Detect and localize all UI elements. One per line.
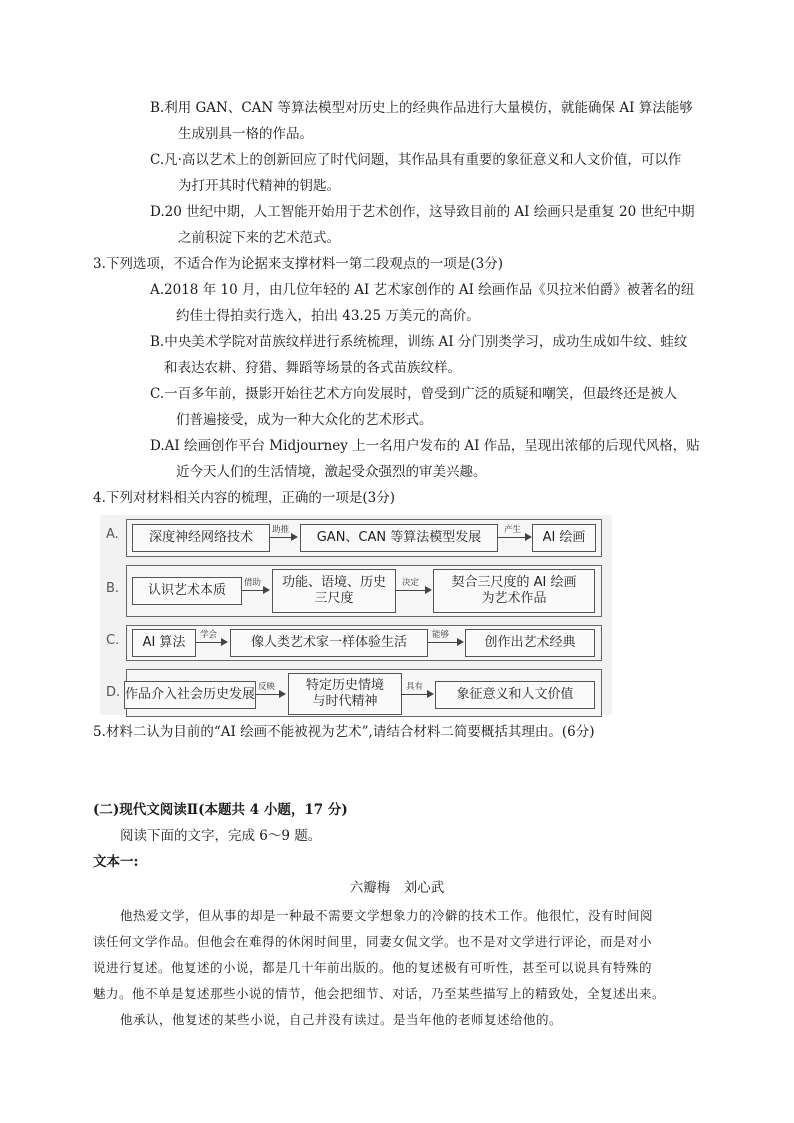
- arrow-label-b-1: 借助: [244, 578, 262, 588]
- box-c-1: AI 算法: [132, 629, 196, 657]
- box-d-1: 作品介入社会历史发展: [124, 681, 256, 709]
- arrow-b-1: [242, 590, 268, 591]
- box-d-3: 象征意义和人文价值: [435, 681, 595, 709]
- box-a-3: AI 绘画: [532, 524, 596, 552]
- q2-option-b-line2: 生成别具一格的作品。: [178, 126, 313, 142]
- text-label: 文本一:: [93, 854, 139, 870]
- box-a-2: GAN、CAN 等算法模型发展: [300, 524, 498, 552]
- arrow-a-1: [270, 537, 296, 538]
- arrow-c-2: [428, 642, 462, 643]
- option-label-b: B.: [106, 581, 120, 596]
- para1-line4: 魅力。他不单是复述那些小说的情节，他会把细节、对话，乃至某些描写上的精致处，全复述出来。: [93, 986, 666, 1001]
- arrow-label-d-1: 反映: [258, 682, 276, 692]
- q3-option-d-line2: 近今天人们的生活情境，激起受众强烈的审美兴趣。: [176, 464, 487, 480]
- q2-option-d-line2: 之前积淀下来的艺术范式。: [178, 230, 340, 246]
- arrow-label-d-2: 具有: [406, 682, 424, 692]
- option-label-d: D.: [106, 685, 121, 700]
- q3-option-c-line1: C.一百多年前，摄影开始往艺术方向发展时，曾受到广泛的质疑和嘲笑，但最终还是被人: [150, 386, 678, 402]
- arrow-label-a-1: 助推: [272, 525, 290, 535]
- q4-flow-diagram: [100, 515, 612, 715]
- arrow-label-a-2: 产生: [504, 525, 522, 535]
- q2-option-b-line1: B.利用 GAN、CAN 等算法模型对历史上的经典作品进行大量模仿，就能确保 AI 算法能够: [150, 100, 693, 116]
- arrow-label-b-2: 决定: [402, 578, 420, 588]
- para2: 他承认，他复述的某些小说，自己并没有读过。是当年他的老师复述给他的。: [120, 1012, 563, 1027]
- q3-option-b-line2: 和表达农耕、狩猎、舞蹈等场景的各式苗族纹样。: [164, 360, 461, 376]
- arrow-b-2: [396, 590, 430, 591]
- para1-line1: 他热爱文学，但从事的却是一种最不需要文学想象力的冷僻的技术工作。他很忙，没有时间阅: [120, 908, 654, 923]
- box-c-3: 创作出艺术经典: [465, 629, 595, 657]
- arrow-d-1: [256, 694, 284, 695]
- para1-line2: 读任何文学作品。但他会在难得的休闲时间里，同妻女侃文学。也不是对文学进行评论，而是对小: [93, 934, 653, 949]
- q3-option-d-line1: D.AI 绘画创作平台 Midjourney 上一名用户发布的 AI 作品，呈现出浓郁的后现代风格，贴: [150, 438, 700, 454]
- box-b-1: 认识艺术本质: [132, 577, 242, 605]
- arrow-label-c-1: 学会: [200, 630, 218, 640]
- box-a-1: 深度神经网络技术: [132, 524, 270, 552]
- q3-option-a-line2: 约佳士得拍卖行选入，拍出 43.25 万美元的高价。: [176, 308, 480, 324]
- arrow-label-c-2: 能够: [432, 630, 450, 640]
- q4-stem: 4.下列对材料相关内容的梳理，正确的一项是(3分): [93, 490, 396, 506]
- q3-option-c-line2: 们普遍接受，成为一种大众化的艺术形式。: [176, 412, 433, 428]
- box-b-2: 功能、语境、历史 三尺度: [272, 569, 396, 613]
- q5-stem: 5.材料二认为目前的“AI 绘画不能被视为艺术”,请结合材料二简要概括其理由。(6分): [93, 724, 595, 740]
- section-heading: (二)现代文阅读Ⅱ(本题共 4 小题，17 分): [93, 802, 348, 818]
- arrow-d-2: [402, 694, 432, 695]
- q3-stem: 3.下列选项，不适合作为论据来支撑材料一第二段观点的一项是(3分): [93, 256, 504, 272]
- option-label-c: C.: [106, 633, 120, 648]
- q3-option-b-line1: B.中央美术学院对苗族纹样进行系统梳理，训练 AI 分门别类学习，成功生成如牛纹、蛙纹: [150, 334, 688, 350]
- para1-line3: 说进行复述。他复述的小说，都是几十年前出版的。他的复述极有可听性，甚至可以说具有特殊的: [93, 960, 653, 975]
- q2-option-c-line1: C.凡·高以艺术上的创新回应了时代问题，其作品具有重要的象征意义和人文价值，可以作: [150, 152, 682, 168]
- q2-option-d-line1: D.20 世纪中期，人工智能开始用于艺术创作，这导致目前的 AI 绘画只是重复 20 世纪中期: [150, 204, 695, 220]
- arrow-c-1: [196, 642, 226, 643]
- box-b-3: 契合三尺度的 AI 绘画 为艺术作品: [433, 569, 595, 613]
- q3-option-a-line1: A.2018 年 10 月，由几位年轻的 AI 艺术家创作的 AI 绘画作品《贝拉米伯爵》被著名的纽: [150, 282, 695, 298]
- option-label-a: A.: [106, 527, 119, 542]
- box-c-2: 像人类艺术家一样体验生活: [230, 629, 428, 657]
- q2-option-c-line2: 为打开其时代精神的钥匙。: [178, 178, 340, 194]
- section-instruction: 阅读下面的文字，完成 6～9 题。: [120, 828, 322, 844]
- article-title: 六瓣梅 刘心武: [349, 880, 445, 896]
- arrow-a-2: [498, 537, 530, 538]
- box-d-2: 特定历史情境 与时代精神: [288, 673, 402, 715]
